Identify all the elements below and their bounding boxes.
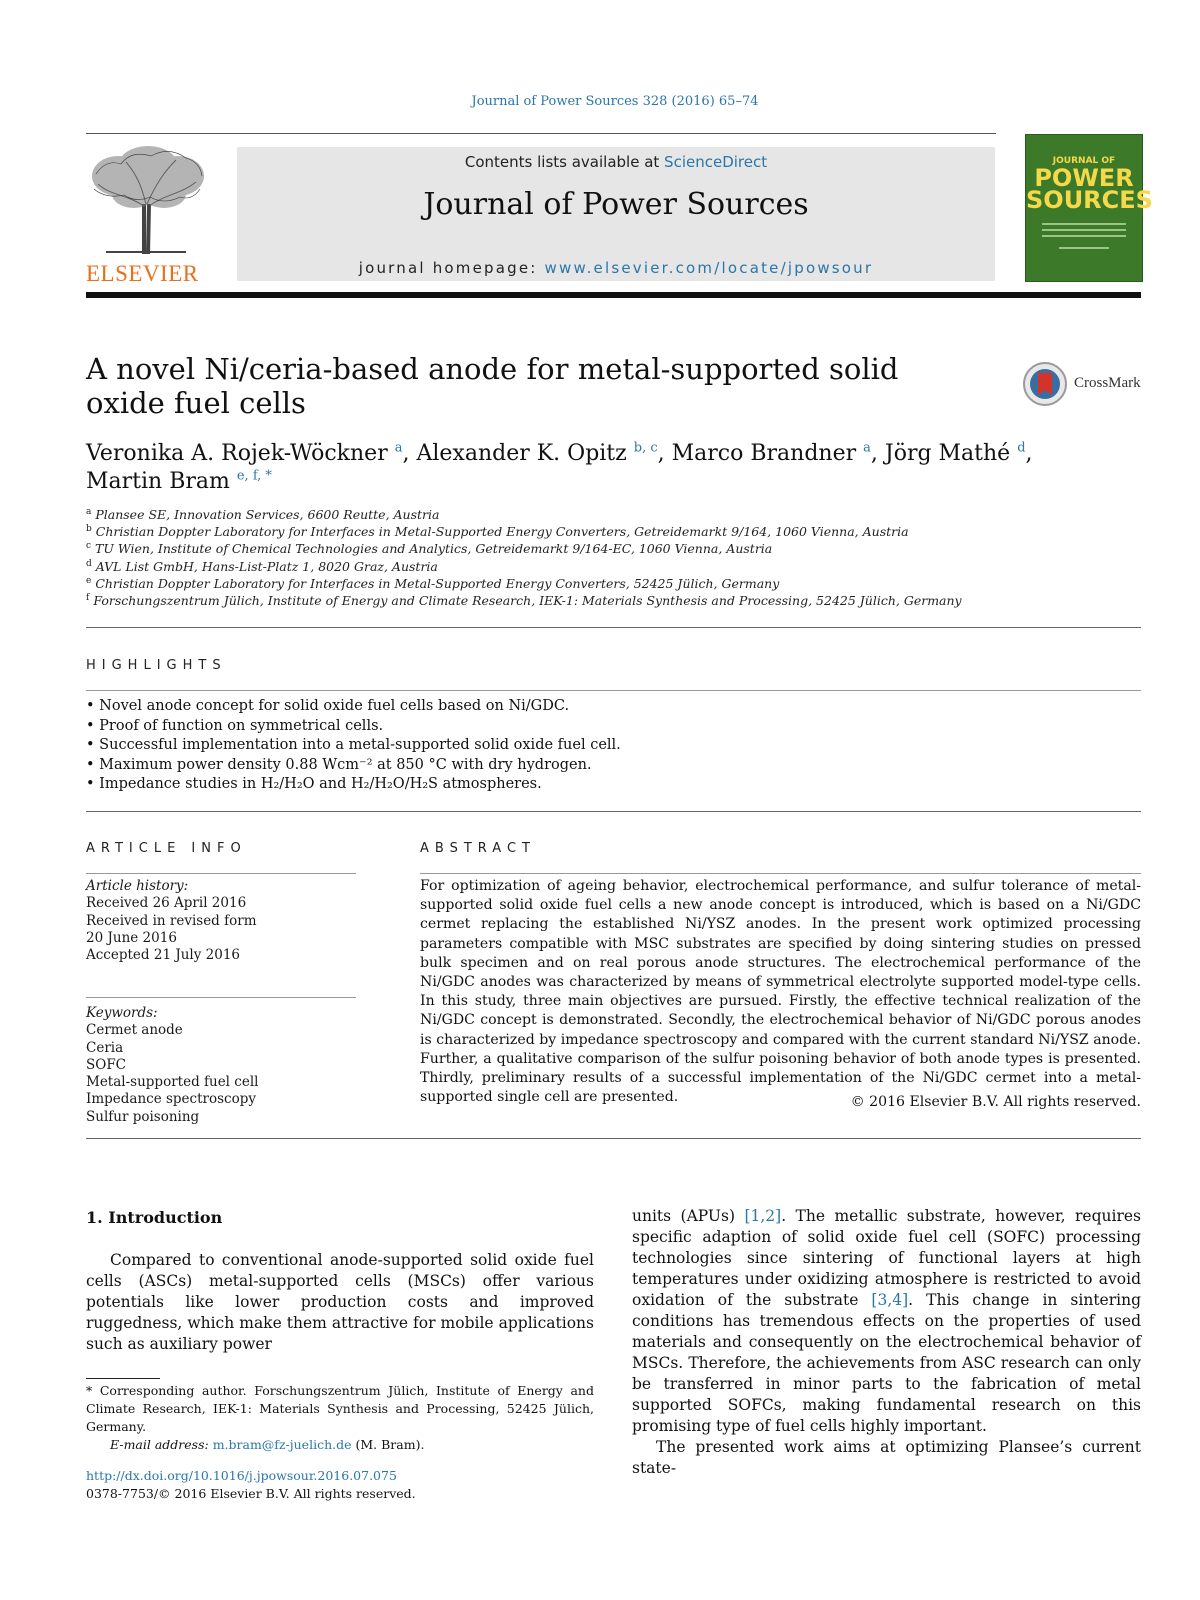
article-history: [86, 878, 356, 964]
author-affil-ref[interactable]: d: [1017, 440, 1026, 456]
footnote-rule: [86, 1378, 160, 1379]
affiliation: $^d$ AVL List GmbH, Hans-List-Platz 1, 8020 Graz, Austria: [86, 558, 438, 574]
highlight-item: • Proof of function on symmetrical cells.: [86, 717, 384, 734]
abstract-copyright: © 2016 Elsevier B.V. All rights reserved.: [850, 1094, 1141, 1110]
homepage-prefix: journal homepage:: [358, 259, 545, 277]
abstract-heading: ABSTRACT: [420, 841, 536, 856]
keyword: Cermet anode: [86, 1022, 183, 1039]
article-info-heading: ARTICLE INFO: [86, 841, 247, 856]
cover-text-lines: [1042, 223, 1126, 253]
author-affil-ref[interactable]: b, c: [633, 440, 658, 456]
reference-link[interactable]: [3,4]: [871, 1291, 909, 1309]
section-rule: [86, 811, 1141, 812]
history-entry: 20 June 2016: [86, 929, 177, 946]
affiliation: $^c$ TU Wien, Institute of Chemical Technologies and Analytics, Getreidemarkt 9/164-EC, 1060 Vienna, Austria: [86, 541, 773, 557]
history-entry: Accepted 21 July 2016: [86, 947, 241, 964]
highlight-item: • Novel anode concept for solid oxide fuel cells based on Ni/GDC.: [86, 698, 570, 714]
journal-name: Journal of Power Sources: [423, 187, 809, 222]
corresponding-author-text: * Corresponding author. Forschungszentrum Jülich, Institute of Energy and Climate Research, IEK-1: Materials Synthesis and Processing, 52425 Jülich, Germany.: [86, 1383, 594, 1434]
section-rule: [86, 873, 356, 874]
author-list: Veronika A. Rojek-Wöckner $^a$, Alexander K. Opitz $^{b, c}$, Marco Brandner $^a$, Jörg Mathé $^d$, Martin Bram $^{e, f, *}$: [86, 440, 1033, 494]
keyword: SOFC: [86, 1056, 127, 1073]
abstract-text: For optimization of ageing behavior, electrochemical performance, and sulfur tolerance of metal-supported solid oxide fuel cells a new anode concept is introduced, which is based on a Ni/GDC cermet replacing the established Ni/YSZ anodes. In the present work optimized processing parameters compatible with MSC substrates are specified by doing sintering studies on pressed bulk specimen and on real porous anode structures. The electrochemical performance of the Ni/GDC anodes was characterized by means of symmetrical electrolyte supported model-type cells. In this study, three main objectives are pursued. Firstly, the effective technical realization of the Ni/GDC concept is demonstrated. Secondly, the electrochemical behavior of Ni/GDC porous anodes is characterized by impedance spectroscopy and compared with the current standard Ni/YSZ anode. Further, a qualitative comparison of the sulfur poisoning behavior of both anode types is presented. Thirdly, preliminary results of a successful implementation of the Ni/GDC cermet into a metal-supported single cell are presented.: [420, 878, 1141, 1106]
affiliation: $^f$ Forschungszentrum Jülich, Institute of Energy and Climate Research, IEK-1: Materials Synthesis and Processing, 52425 Jülich, Germany: [86, 592, 962, 609]
cover-title: [1026, 155, 1153, 214]
keywords-list: [86, 1005, 356, 1126]
keywords-label: Keywords:: [86, 1005, 158, 1021]
section-heading-introduction: 1. Introduction: [86, 1208, 223, 1227]
history-entry: Received 26 April 2016: [86, 895, 247, 912]
affiliation: $^b$ Christian Doppter Laboratory for Interfaces in Metal-Supported Energy Converters, Getreidemarkt 9/164, 1060 Vienna, Austria: [86, 524, 909, 540]
elsevier-tree-icon: [86, 144, 208, 256]
email-label: E-mail address:: [110, 1437, 213, 1452]
author-affil-ref[interactable]: a: [394, 440, 403, 456]
cover-title-line-1: JOURNAL OF: [1052, 156, 1116, 166]
author-name[interactable]: Alexander K. Opitz: [416, 441, 627, 466]
highlights-heading: HIGHLIGHTS: [86, 658, 227, 673]
journal-homepage: [237, 259, 995, 277]
homepage-link[interactable]: www.elsevier.com/locate/jpowsour: [544, 259, 874, 277]
journal-cover-thumbnail[interactable]: [1025, 134, 1153, 282]
crossmark-label: CrossMark: [1074, 375, 1141, 391]
history-label: Article history:: [86, 878, 189, 894]
email-link[interactable]: m.bram@fz-juelich.de: [212, 1437, 352, 1452]
highlight-item: • Maximum power density 0.88 Wcm⁻² at 850 °C with dry hydrogen.: [86, 756, 592, 773]
email-suffix: (M. Bram).: [351, 1437, 425, 1452]
highlights-list: [86, 697, 1136, 795]
article-title: A novel Ni/ceria-based anode for metal-supported solid oxide fuel cells: [86, 352, 899, 420]
contents-availability: [237, 153, 995, 171]
section-rule: [420, 873, 1141, 874]
highlight-item: • Successful implementation into a metal-supported solid oxide fuel cell.: [86, 737, 621, 753]
masthead-bottom-rule: [86, 292, 1141, 298]
author-name[interactable]: Marco Brandner: [671, 441, 857, 466]
section-rule: [86, 690, 1141, 691]
affiliation-list: [86, 506, 1146, 609]
reference-link[interactable]: [1,2]: [744, 1207, 782, 1225]
author-name[interactable]: Veronika A. Rojek-Wöckner: [86, 441, 388, 466]
publisher-wordmark: ELSEVIER: [86, 261, 199, 286]
masthead-top-rule: [86, 133, 996, 134]
crossmark-badge[interactable]: [1022, 361, 1152, 407]
sciencedirect-link[interactable]: ScienceDirect: [664, 153, 768, 171]
elsevier-logo[interactable]: [86, 144, 208, 284]
masthead-banner: [237, 147, 995, 281]
history-entry: Received in revised form: [86, 912, 257, 929]
affiliation: $^a$ Plansee SE, Innovation Services, 6600 Reutte, Austria: [86, 506, 440, 522]
keyword: Impedance spectroscopy: [86, 1091, 257, 1108]
keyword: Ceria: [86, 1039, 124, 1056]
section-rule: [86, 627, 1141, 628]
affiliation: $^e$ Christian Doppter Laboratory for Interfaces in Metal-Supported Energy Converters, 52425 Jülich, Germany: [86, 575, 780, 591]
keyword: Sulfur poisoning: [86, 1108, 200, 1125]
journal-citation[interactable]: Journal of Power Sources 328 (2016) 65–74: [471, 94, 759, 109]
cover-title-line-3: SOURCES: [1026, 186, 1153, 214]
section-rule: [86, 1138, 1141, 1139]
issn-copyright: 0378-7753/© 2016 Elsevier B.V. All rights reserved.: [86, 1486, 416, 1501]
author-name[interactable]: Jörg Mathé: [884, 441, 1011, 466]
highlight-item: • Impedance studies in H₂/H₂O and H₂/H₂O/H₂S atmospheres.: [86, 776, 542, 792]
author-affil-ref[interactable]: e, f, *: [236, 468, 272, 484]
cover-title-line-2: POWER: [1034, 164, 1134, 192]
intro-column-2: [632, 1206, 1141, 1479]
doi-link[interactable]: http://dx.doi.org/10.1016/j.jpowsour.2016.07.075: [86, 1468, 397, 1483]
intro-paragraph: The presented work aims at optimizing Plansee’s current state-: [632, 1438, 1141, 1477]
author-affil-ref[interactable]: a: [863, 440, 871, 456]
crossmark-icon: [1022, 361, 1068, 407]
section-rule: [86, 997, 356, 998]
email-line: [86, 1436, 594, 1454]
contents-prefix: Contents lists available at: [464, 153, 665, 171]
intro-paragraph: Compared to conventional anode-supported solid oxide fuel cells (ASCs) metal-supported cells (MSCs) offer various potentials like lower production costs and improved ruggedness, which make them attractive for mobile applications such as auxiliary power: [86, 1251, 594, 1353]
author-name[interactable]: Martin Bram: [86, 469, 230, 494]
intro-paragraph: units (APUs) [1,2]. The metallic substrate, however, requires specific adaption of solid oxide fuel cell (SOFC) processing technologies since sintering of functional layers at high temperatures under oxidizing atmosphere is restricted to avoid oxidation of the substrate [3,4]. This change in sintering conditions has tremendous effects on the properties of used materials and consequently on the electrochemical behavior of MSCs. Therefore, the achievements from ASC research can only be transferred in minor parts to the fabrication of metal supported SOFCs, making fundamental research on this promising type of fuel cells highly important.: [632, 1207, 1141, 1435]
corresponding-author-footnote: [86, 1382, 594, 1454]
keyword: Metal-supported fuel cell: [86, 1074, 259, 1091]
